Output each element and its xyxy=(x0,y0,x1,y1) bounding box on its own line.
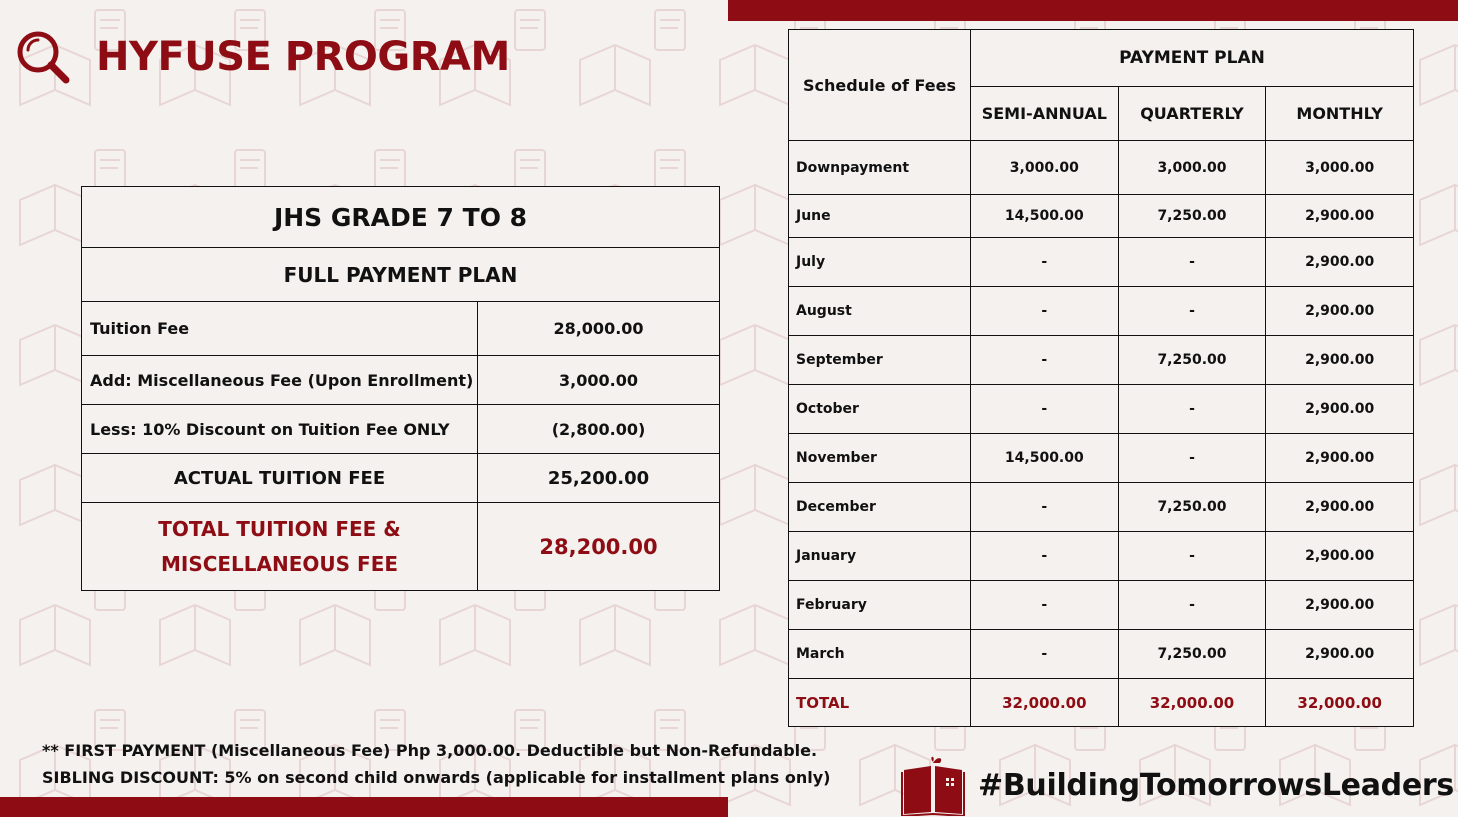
monthly-value: 2,900.00 xyxy=(1266,385,1414,434)
month-label: Downpayment xyxy=(789,141,971,195)
month-label: October xyxy=(789,385,971,434)
total-fee-value: 28,200.00 xyxy=(478,503,720,591)
payment-plan-header: PAYMENT PLAN xyxy=(971,30,1414,87)
month-label: February xyxy=(789,581,971,630)
semi-annual-value: - xyxy=(971,630,1119,679)
schedule-of-fees-table xyxy=(788,29,1414,727)
row-value: (2,800.00) xyxy=(478,405,720,454)
total-quarterly: 32,000.00 xyxy=(1118,679,1266,727)
quarterly-value: 7,250.00 xyxy=(1118,195,1266,238)
schedule-total-row xyxy=(789,679,1414,727)
row-value: 28,000.00 xyxy=(478,302,720,356)
total-label: TOTAL xyxy=(789,679,971,727)
semi-annual-value: 14,500.00 xyxy=(971,434,1119,483)
table-row xyxy=(789,532,1414,581)
semi-annual-value: - xyxy=(971,581,1119,630)
total-semi-annual: 32,000.00 xyxy=(971,679,1119,727)
table-row xyxy=(789,581,1414,630)
page-header xyxy=(14,28,510,86)
monthly-value: 2,900.00 xyxy=(1266,581,1414,630)
search-icon xyxy=(14,28,72,86)
quarterly-value: 3,000.00 xyxy=(1118,141,1266,195)
quarterly-value: 7,250.00 xyxy=(1118,483,1266,532)
column-header-monthly: MONTHLY xyxy=(1266,87,1414,141)
semi-annual-value: - xyxy=(971,287,1119,336)
grade-title: JHS GRADE 7 TO 8 xyxy=(82,187,720,248)
sibling-discount-note: SIBLING DISCOUNT: 5% on second child onwards (applicable for installment plans only) xyxy=(42,768,831,787)
monthly-value: 2,900.00 xyxy=(1266,630,1414,679)
footer-brand xyxy=(900,754,1454,816)
table-row xyxy=(789,238,1414,287)
table-row xyxy=(789,195,1414,238)
table-row xyxy=(789,483,1414,532)
semi-annual-value: 3,000.00 xyxy=(971,141,1119,195)
monthly-value: 2,900.00 xyxy=(1266,532,1414,581)
plan-title: FULL PAYMENT PLAN xyxy=(82,248,720,302)
table-row xyxy=(789,630,1414,679)
row-value: 3,000.00 xyxy=(478,356,720,405)
quarterly-value: - xyxy=(1118,581,1266,630)
semi-annual-value: 14,500.00 xyxy=(971,195,1119,238)
table-row xyxy=(789,434,1414,483)
monthly-value: 3,000.00 xyxy=(1266,141,1414,195)
monthly-value: 2,900.00 xyxy=(1266,483,1414,532)
total-fee-row xyxy=(82,503,720,591)
row-label: Tuition Fee xyxy=(82,302,478,356)
full-payment-table xyxy=(81,186,720,591)
month-label: March xyxy=(789,630,971,679)
book-icon xyxy=(900,754,966,816)
actual-fee-label: ACTUAL TUITION FEE xyxy=(82,454,478,503)
table-row xyxy=(82,302,720,356)
month-label: September xyxy=(789,336,971,385)
bottom-accent-bar xyxy=(0,797,728,817)
month-label: August xyxy=(789,287,971,336)
quarterly-value: 7,250.00 xyxy=(1118,336,1266,385)
page-title: HYFUSE PROGRAM xyxy=(96,34,510,80)
quarterly-value: - xyxy=(1118,434,1266,483)
table-row xyxy=(789,336,1414,385)
table-row xyxy=(789,385,1414,434)
table-row xyxy=(789,141,1414,195)
total-fee-label-line2: MISCELLANEOUS FEE xyxy=(160,551,399,576)
column-header-quarterly: QUARTERLY xyxy=(1118,87,1266,141)
table-row xyxy=(789,287,1414,336)
schedule-corner-label: Schedule of Fees xyxy=(789,30,971,141)
month-label: December xyxy=(789,483,971,532)
actual-fee-value: 25,200.00 xyxy=(478,454,720,503)
row-label: Add: Miscellaneous Fee (Upon Enrollment) xyxy=(82,356,478,405)
quarterly-value: 7,250.00 xyxy=(1118,630,1266,679)
semi-annual-value: - xyxy=(971,336,1119,385)
actual-fee-row xyxy=(82,454,720,503)
quarterly-value: - xyxy=(1118,532,1266,581)
footer-hashtag: #BuildingTomorrowsLeaders xyxy=(978,767,1454,803)
month-label: November xyxy=(789,434,971,483)
top-accent-bar xyxy=(728,0,1458,21)
total-monthly: 32,000.00 xyxy=(1266,679,1414,727)
row-label: Less: 10% Discount on Tuition Fee ONLY xyxy=(82,405,478,454)
monthly-value: 2,900.00 xyxy=(1266,434,1414,483)
footnotes xyxy=(42,737,830,791)
monthly-value: 2,900.00 xyxy=(1266,336,1414,385)
total-fee-label xyxy=(82,503,478,591)
first-payment-note: ** FIRST PAYMENT (Miscellaneous Fee) Php 3,000.00. Deductible but Non-Refundable. xyxy=(42,741,818,760)
monthly-value: 2,900.00 xyxy=(1266,238,1414,287)
column-header-semi-annual: SEMI-ANNUAL xyxy=(971,87,1119,141)
monthly-value: 2,900.00 xyxy=(1266,287,1414,336)
month-label: July xyxy=(789,238,971,287)
semi-annual-value: - xyxy=(971,532,1119,581)
month-label: January xyxy=(789,532,971,581)
table-row xyxy=(82,356,720,405)
total-fee-label-line1: TOTAL TUITION FEE & xyxy=(158,516,401,541)
semi-annual-value: - xyxy=(971,385,1119,434)
month-label: June xyxy=(789,195,971,238)
semi-annual-value: - xyxy=(971,483,1119,532)
quarterly-value: - xyxy=(1118,238,1266,287)
table-row xyxy=(82,405,720,454)
quarterly-value: - xyxy=(1118,385,1266,434)
monthly-value: 2,900.00 xyxy=(1266,195,1414,238)
semi-annual-value: - xyxy=(971,238,1119,287)
quarterly-value: - xyxy=(1118,287,1266,336)
